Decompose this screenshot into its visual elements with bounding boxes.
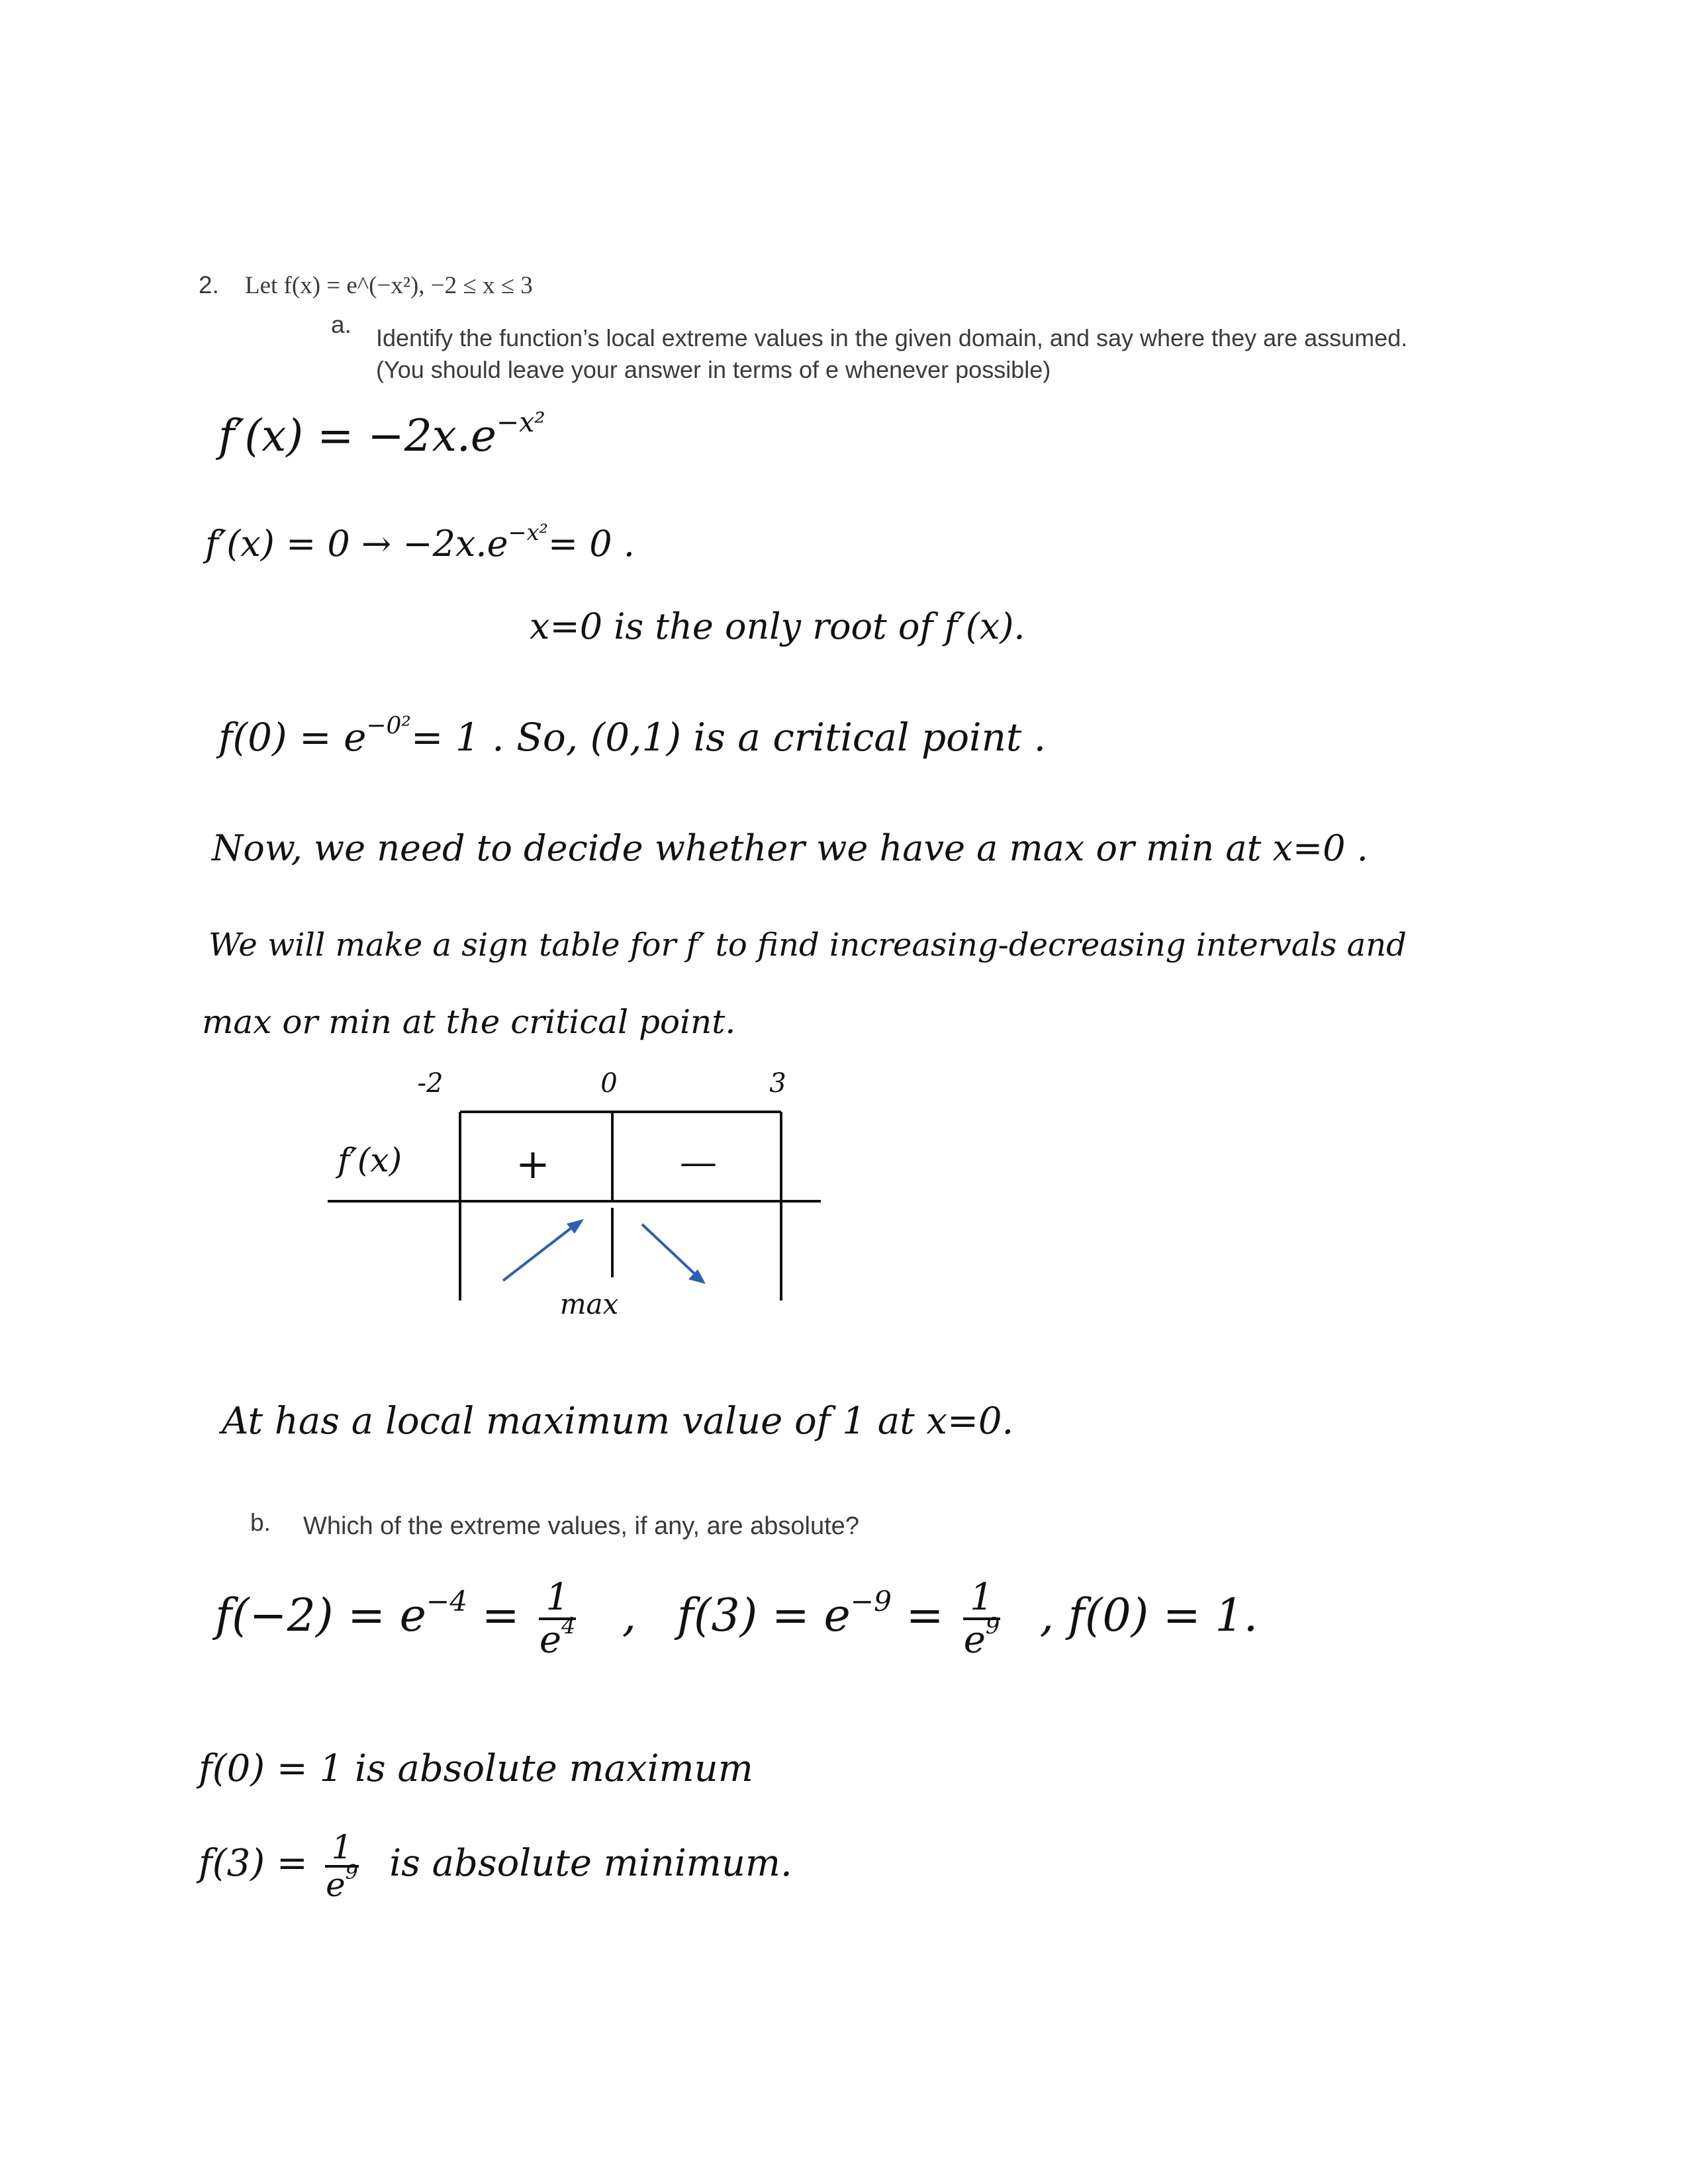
f3-fraction xyxy=(963,1578,1000,1660)
increasing-arrow-head xyxy=(567,1219,584,1234)
f0-rhs: = 1 . So, (0,1) is a critical point . xyxy=(410,715,1047,760)
f-minus2-lhs: f(−2) = e xyxy=(215,1590,426,1643)
f-minus2-numerator: 1 xyxy=(539,1578,576,1620)
f3-den-base: e xyxy=(963,1618,986,1662)
f0-exponent: −0² xyxy=(366,712,411,740)
f3-lhs: f(3) = e xyxy=(677,1590,851,1643)
absolute-maximum-line: f(0) = 1 is absolute maximum xyxy=(199,1747,753,1790)
f-minus2-fraction xyxy=(539,1578,576,1660)
point-3: 3 xyxy=(769,1068,786,1099)
now-line: Now, we need to decide whether we have a max or min at x=0 . xyxy=(212,827,1368,869)
row-label-fprime: f′(x) xyxy=(338,1141,402,1179)
set-zero-line xyxy=(205,519,635,565)
sign-table xyxy=(311,1059,841,1337)
f-minus2-equals: = xyxy=(481,1590,520,1643)
sign-table-intro-line1: We will make a sign table for f′ to find increasing-decreasing intervals and xyxy=(209,927,1407,964)
f-minus2-den-exponent: 4 xyxy=(561,1613,576,1639)
part-a-question-line2: (You should leave your answer in terms of e whenever possible) xyxy=(376,356,1051,383)
abs-min-fraction xyxy=(325,1830,359,1902)
set-zero-rhs: = 0 . xyxy=(547,523,635,565)
abs-min-numerator: 1 xyxy=(325,1830,359,1868)
point-minus2: -2 xyxy=(417,1068,444,1099)
derivative-lhs: f′(x) = −2x.e xyxy=(218,410,496,461)
f3-exponent: −9 xyxy=(850,1585,892,1618)
sign-table-intro-line2: max or min at the critical point. xyxy=(202,1003,736,1041)
derivative-exponent: −x² xyxy=(496,406,545,438)
increasing-arrow xyxy=(503,1224,576,1281)
part-b-letter: b. xyxy=(250,1509,271,1536)
f-minus2-den-base: e xyxy=(539,1618,562,1662)
f3-den-exponent: 9 xyxy=(985,1613,1000,1639)
local-max-conclusion: At has a local maximum value of 1 at x=0. xyxy=(222,1400,1014,1443)
f3-equals: = xyxy=(906,1590,944,1643)
sign-minus: — xyxy=(680,1141,717,1184)
problem-number: 2. xyxy=(199,271,219,298)
f0-line xyxy=(218,712,1047,760)
f-minus2-exponent: −4 xyxy=(426,1585,468,1618)
endpoint-values-line xyxy=(215,1578,1258,1660)
part-a-letter: a. xyxy=(331,311,352,338)
problem-statement: Let f(x) = e^(−x²), −2 ≤ x ≤ 3 xyxy=(245,272,533,299)
absolute-minimum-line xyxy=(199,1830,792,1902)
point-0: 0 xyxy=(600,1068,618,1099)
part-b-question: Which of the extreme values, if any, are absolute? xyxy=(303,1512,859,1540)
abs-min-lhs: f(3) = xyxy=(199,1842,308,1885)
f-minus2-denominator xyxy=(539,1613,576,1662)
f3-numerator: 1 xyxy=(963,1578,1000,1620)
abs-min-den-base: e xyxy=(326,1865,346,1904)
max-label: max xyxy=(559,1288,619,1320)
set-zero-lhs: f′(x) = 0 → −2x.e xyxy=(205,523,508,565)
comma-separator: , xyxy=(622,1590,637,1643)
decreasing-arrow xyxy=(642,1224,698,1277)
derivative-line xyxy=(218,406,545,461)
abs-min-rhs: is absolute minimum. xyxy=(389,1842,792,1885)
abs-min-den-exponent: 9 xyxy=(345,1861,358,1885)
f0-lhs: f(0) = e xyxy=(218,715,367,760)
set-zero-exponent: −x² xyxy=(508,519,548,545)
root-line: x=0 is the only root of f′(x). xyxy=(530,606,1025,647)
abs-min-denominator xyxy=(325,1861,359,1904)
f0-value-part: , f(0) = 1. xyxy=(1039,1590,1258,1643)
part-a-question-line1: Identify the function’s local extreme values in the given domain, and say where they are assumed. xyxy=(376,324,1408,351)
sign-plus: + xyxy=(516,1140,550,1188)
f3-denominator xyxy=(963,1613,1000,1662)
